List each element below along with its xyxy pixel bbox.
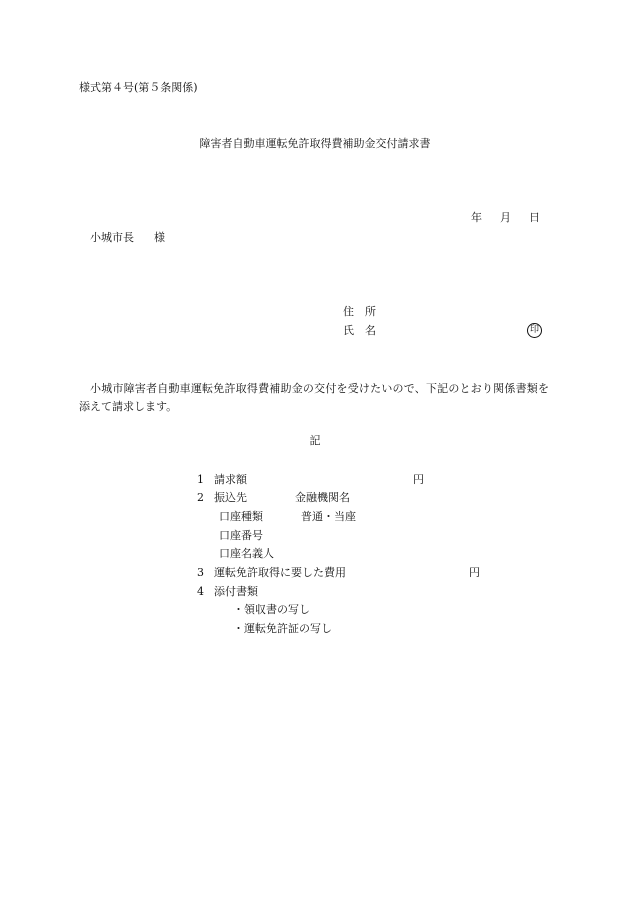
item-1-unit: 円	[413, 473, 424, 486]
item-1	[197, 473, 247, 487]
address-label	[343, 305, 376, 319]
item-2-number: 2	[197, 491, 204, 504]
date-year: 年	[471, 211, 482, 224]
seal-mark: 印	[527, 323, 542, 338]
item-1-number: 1	[197, 473, 204, 486]
recipient-name: 小城市長	[90, 231, 134, 244]
date-month: 月	[500, 211, 511, 224]
item-2-account-number-label: 口座番号	[219, 529, 263, 542]
item-2-account-type-label: 口座種類	[219, 510, 263, 523]
item-3-unit: 円	[469, 566, 480, 579]
item-3-label: 運転免許取得に要した費用	[214, 566, 346, 579]
attachment-receipt: ・領収書の写し	[233, 603, 310, 616]
form-number: 様式第４号(第５条関係)	[79, 81, 198, 94]
item-4-label: 添付書類	[214, 585, 258, 598]
document-title: 障害者自動車運転免許取得費補助金交付請求書	[199, 137, 431, 150]
item-3	[197, 566, 346, 580]
item-3-number: 3	[197, 566, 204, 579]
item-2	[197, 491, 247, 505]
item-1-label: 請求額	[214, 473, 247, 486]
name-label-2: 名	[365, 324, 376, 337]
date-row	[471, 211, 540, 225]
item-2-account-holder-label: 口座名義人	[219, 547, 274, 560]
name-label-1: 氏	[343, 324, 354, 337]
body-text: 小城市障害者自動車運転免許取得費補助金の交付を受けたいので、下記のとおり関係書類を添えて請求します。	[79, 382, 549, 413]
item-4	[197, 585, 258, 599]
recipient	[90, 231, 165, 245]
item-2-label: 振込先	[214, 491, 247, 504]
name-label	[343, 324, 376, 338]
recipient-honorific: 様	[154, 231, 165, 244]
item-2-account-type-value: 普通・当座	[301, 510, 356, 523]
attachment-license: ・運転免許証の写し	[233, 622, 332, 635]
ki-heading: 記	[309, 434, 321, 447]
item-4-number: 4	[197, 585, 204, 598]
address-label-1: 住	[343, 305, 354, 318]
item-2-bank-label: 金融機関名	[295, 491, 350, 504]
address-label-2: 所	[365, 305, 376, 318]
date-day: 日	[529, 211, 540, 224]
